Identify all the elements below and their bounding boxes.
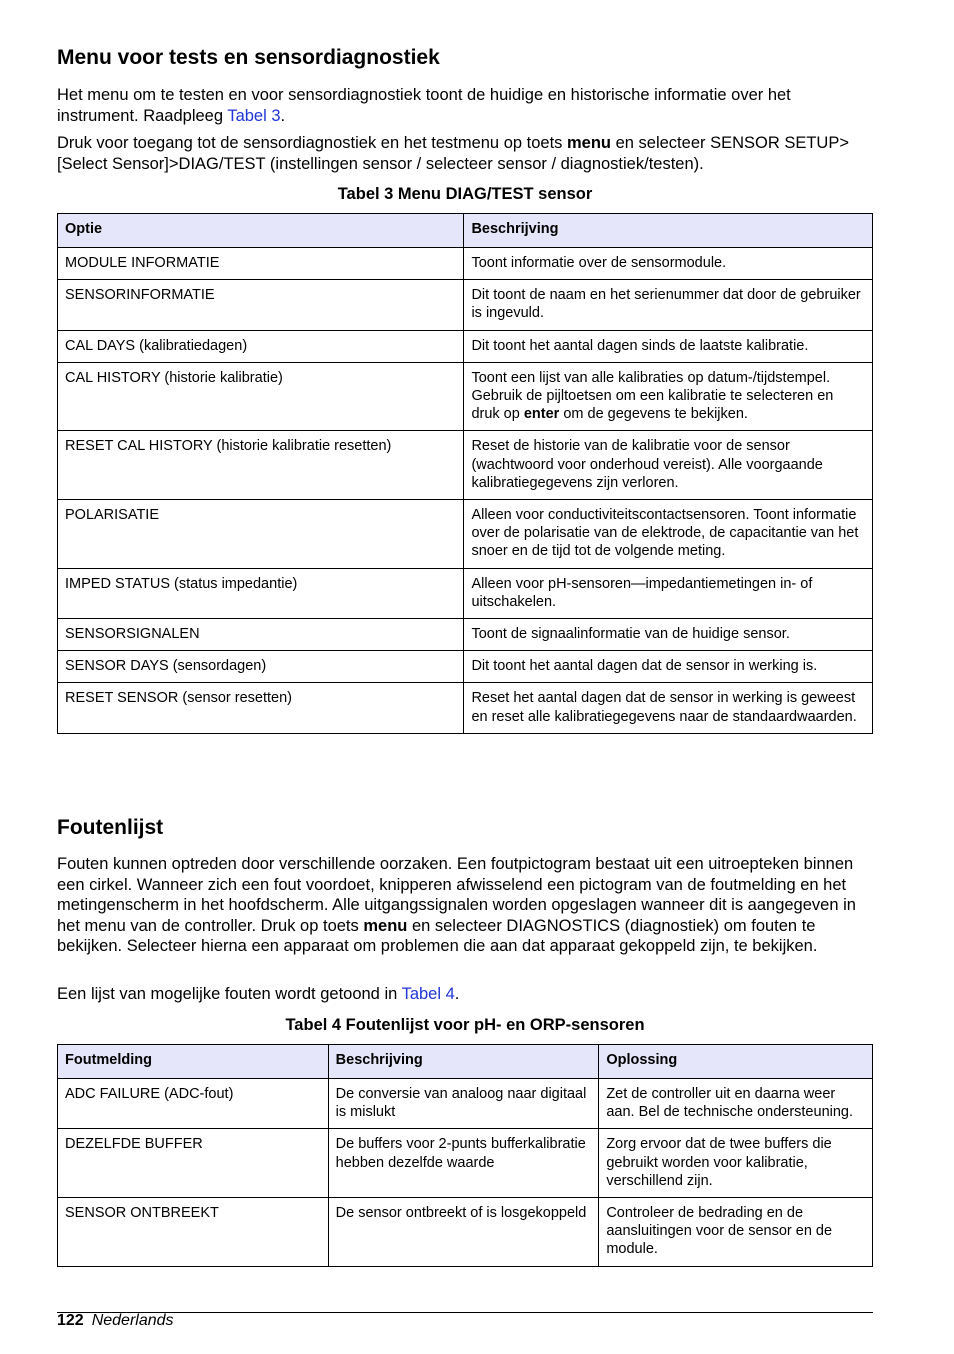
table-header-row: [58, 214, 873, 248]
enter-key-label: enter: [523, 406, 560, 423]
section-title-error-list: Foutenlijst: [57, 816, 164, 839]
error-cell: ADC FAILURE (ADC-fout): [58, 1079, 329, 1129]
option-cell: CAL DAYS (kalibratiedagen): [58, 330, 464, 362]
header-beschrijving: Beschrijving: [464, 214, 873, 248]
table3: [57, 213, 873, 734]
table-row: [58, 248, 873, 280]
description-cell: Dit toont de naam en het serienummer dat door de gebruiker is ingevuld.: [464, 280, 873, 330]
errors-list-paragraph: [57, 984, 873, 1005]
solution-cell: Zet de controller uit en daarna weer aan. Bel de technische ondersteuning.: [599, 1079, 873, 1129]
footer-divider: [57, 1312, 873, 1313]
access-text-a: Druk voor toegang tot de sensordiagnostiek en het testmenu op toets: [57, 134, 567, 152]
table-row: [58, 1198, 873, 1267]
solution-cell: Zorg ervoor dat de twee buffers die gebruikt worden voor kalibratie, verschillend zijn.: [599, 1129, 873, 1198]
header-optie: Optie: [58, 214, 464, 248]
error-cell: DEZELFDE BUFFER: [58, 1129, 329, 1198]
table-row: [58, 1129, 873, 1198]
table-row: [58, 568, 873, 618]
option-cell: POLARISATIE: [58, 500, 464, 569]
option-cell: SENSORSIGNALEN: [58, 619, 464, 651]
table-row: [58, 330, 873, 362]
table3-caption: Tabel 3 Menu DIAG/TEST sensor: [337, 185, 593, 203]
description-cell: Alleen voor conductiviteitscontactsensoren. Toont informatie over de polarisatie van de elektrode, de capacitantie van het snoer en de tijd tot de volgende meting.: [464, 500, 873, 569]
errors-list-end: .: [454, 985, 460, 1003]
page-footer: [57, 1312, 174, 1330]
header-beschrijving: Beschrijving: [328, 1045, 599, 1079]
access-paragraph: [57, 133, 873, 174]
description-cell: Toont informatie over de sensormodule.: [464, 248, 873, 280]
intro-text: Het menu om te testen en voor sensordiagnostiek toont de huidige en historische informatie over het instrument. Raadpleeg: [57, 86, 791, 125]
option-cell: IMPED STATUS (status impedantie): [58, 568, 464, 618]
description-cell: Toont de signaalinformatie van de huidige sensor.: [464, 619, 873, 651]
table-row: [58, 1079, 873, 1129]
errors-text-a: Fouten kunnen optreden door verschillende oorzaken. Een foutpictogram bestaat uit een uitroepteken binnen een cirkel. Wanneer zich een fout voordoet, knipperen afwisselend een pictogram van de foutmelding en het metingenscherm in het hoofdscherm. Alle uitgangssignalen worden opgeslagen wanneer dit is aangegeven in het menu van de controller. Druk op toets: [57, 855, 856, 935]
description-cell: Dit toont het aantal dagen sinds de laatste kalibratie.: [464, 330, 873, 362]
description-cell: [464, 362, 873, 431]
errors-text-b: en selecteer DIAGNOSTICS (diagnostiek) om fouten te bekijken. Selecteer hierna een apparaat om problemen die aan dat apparaat gekoppeld zijn, te bekijken.: [57, 916, 818, 955]
table-row: [58, 619, 873, 651]
option-cell: RESET SENSOR (sensor resetten): [58, 683, 464, 733]
option-cell: SENSORINFORMATIE: [58, 280, 464, 330]
description-text-b: om de gegevens te bekijken.: [559, 406, 748, 423]
table-row: [58, 362, 873, 431]
page-number: 122: [57, 1312, 84, 1329]
solution-cell: Controleer de bedrading en de aansluitingen voor de sensor en de module.: [599, 1198, 873, 1267]
description-cell: Reset het aantal dagen dat de sensor in werking is geweest en reset alle kalibratiegegevens naar de standaardwaarden.: [464, 683, 873, 733]
footer-language: Nederlands: [91, 1312, 174, 1329]
table4-caption: Tabel 4 Foutenlijst voor pH- en ORP-sensoren: [285, 1016, 645, 1034]
menu-key-label: menu: [363, 916, 408, 935]
description-cell: Dit toont het aantal dagen dat de sensor in werking is.: [464, 651, 873, 683]
description-cell: Reset de historie van de kalibratie voor de sensor (wachtwoord voor onderhoud vereist). Alle voorgaande kalibratiegegevens zijn verloren.: [464, 431, 873, 500]
description-cell: De sensor ontbreekt of is losgekoppeld: [328, 1198, 599, 1267]
description-cell: De conversie van analoog naar digitaal is mislukt: [328, 1079, 599, 1129]
errors-list-text: Een lijst van mogelijke fouten wordt getoond in: [57, 985, 402, 1003]
table-row: [58, 683, 873, 733]
intro-text-end: .: [280, 106, 286, 125]
error-cell: SENSOR ONTBREEKT: [58, 1198, 329, 1267]
table3-link[interactable]: Tabel 3: [227, 106, 281, 125]
option-cell: SENSOR DAYS (sensordagen): [58, 651, 464, 683]
description-text-a: Toont een lijst van alle kalibraties op datum-/tijdstempel. Gebruik de pijltoetsen om een kalibratie te selecteren en druk op: [471, 369, 834, 423]
header-oplossing: Oplossing: [599, 1045, 873, 1079]
table-row: [58, 500, 873, 569]
option-cell: RESET CAL HISTORY (historie kalibratie resetten): [58, 431, 464, 500]
section-title-diagnostics: Menu voor tests en sensordiagnostiek: [57, 46, 440, 69]
intro-paragraph: [57, 85, 873, 126]
header-foutmelding: Foutmelding: [58, 1045, 329, 1079]
option-cell: CAL HISTORY (historie kalibratie): [58, 362, 464, 431]
access-text-b: en selecteer SENSOR SETUP>[Select Sensor]>DIAG/TEST (instellingen sensor / selecteer sensor / diagnostiek/testen).: [57, 134, 849, 173]
table-row: [58, 431, 873, 500]
option-cell: MODULE INFORMATIE: [58, 248, 464, 280]
table-header-row: [58, 1045, 873, 1079]
description-cell: Alleen voor pH-sensoren—impedantiemetingen in- of uitschakelen.: [464, 568, 873, 618]
table-row: [58, 651, 873, 683]
table4: [57, 1044, 873, 1267]
errors-paragraph: [57, 854, 873, 957]
menu-key-label: menu: [567, 134, 612, 152]
table-row: [58, 280, 873, 330]
description-cell: De buffers voor 2-punts bufferkalibratie hebben dezelfde waarde: [328, 1129, 599, 1198]
table4-link[interactable]: Tabel 4: [401, 985, 455, 1003]
